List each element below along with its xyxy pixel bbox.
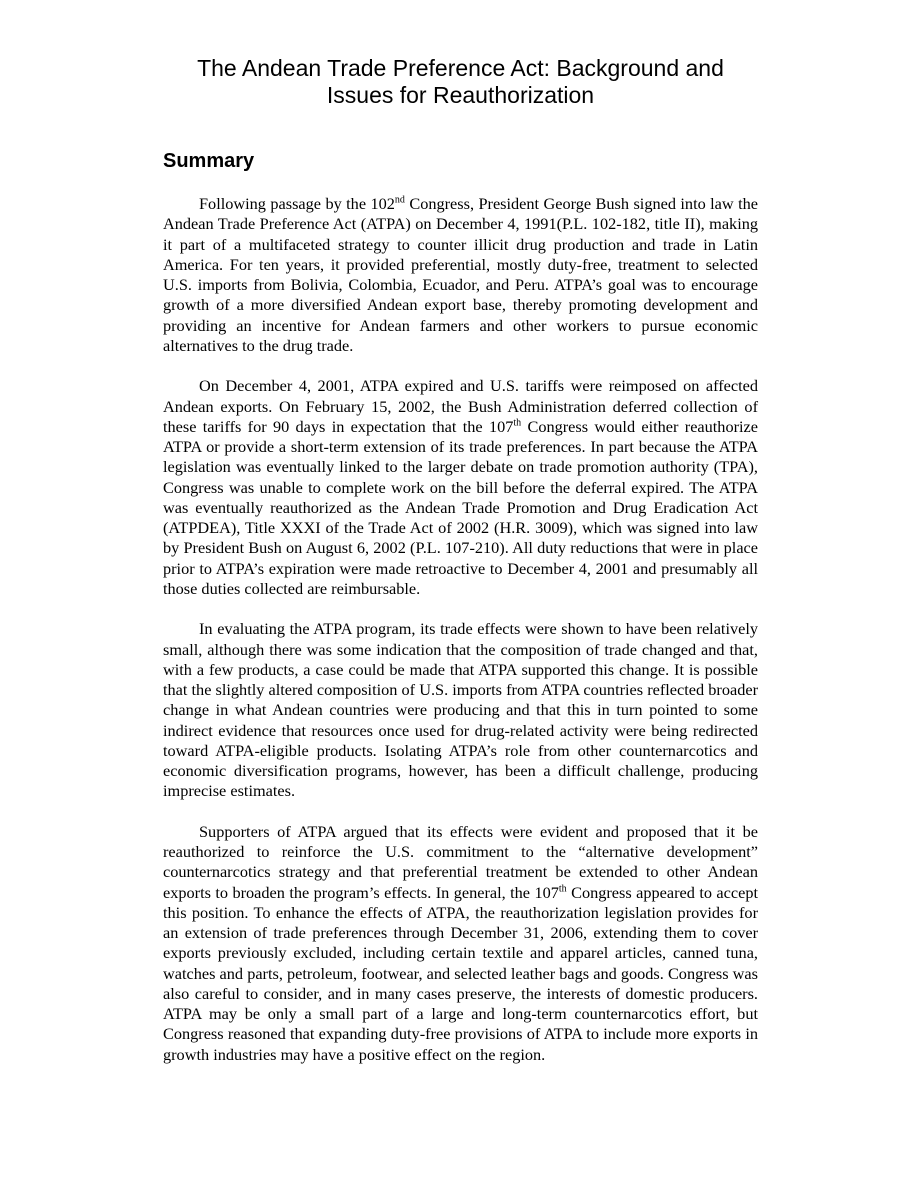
paragraph-2 [163, 376, 758, 599]
title-line-2: Issues for Reauthorization [326, 82, 595, 108]
paragraph-1 [163, 194, 758, 356]
section-heading-summary: Summary [163, 150, 255, 172]
document-page [163, 55, 758, 1085]
paragraph-2-superscript: th [513, 417, 522, 429]
paragraph-1-text-b: Congress, President George Bush signed into law the Andean Trade Preference Act (ATPA) on December 4, 1991(P.L. 102-182, title II), making it part of a multifaceted strategy to counter illicit drug production and trade in Latin America. For ten years, it provided preferential, mostly duty-free, treatment to selected U.S. imports from Bolivia, Colombia, Ecuador, and Peru. ATPA’s goal was to encourage growth of a more diversified Andean export base, thereby promoting development and providing an incentive for Andean farmers and other workers to pursue economic alternatives to the drug trade. [163, 194, 758, 355]
paragraph-3 [163, 619, 758, 801]
paragraph-2-text-b: Congress would either reauthorize ATPA or provide a short-term extension of its trade preferences. In part because the ATPA legislation was eventually linked to the larger debate on trade promotion authority (TPA), Congress was unable to complete work on the bill before the deferral expired. The ATPA was eventually reauthorized as the Andean Trade Promotion and Drug Eradication Act (ATPDEA), Title XXXI of the Trade Act of 2002 (H.R. 3009), which was signed into law by President Bush on August 6, 2002 (P.L. 107-210). All duty reductions that were in place prior to ATPA’s expiration were made retroactive to December 4, 2001 and presumably all those duties collected are reimbursable. [163, 416, 758, 598]
paragraph-1-text-a: Following passage by the 102 [199, 194, 395, 213]
paragraph-1-superscript: nd [394, 194, 405, 206]
document-title [163, 55, 758, 109]
paragraph-4-text-a: Supporters of ATPA argued that its effects were evident and proposed that it be reauthorized to reinforce the U.S. commitment to the “alternative development” counternarcotics strategy and that preferential treatment be extended to other Andean exports to broaden the program’s effects. In general, the 107 [163, 821, 758, 902]
paragraph-2-text-a: On December 4, 2001, ATPA expired and U.S. tariffs were reimposed on affected Andean exports. On February 15, 2002, the Bush Administration deferred collection of these tariffs for 90 days in expectation that the 107 [163, 376, 758, 436]
paragraph-4 [163, 822, 758, 1065]
paragraph-3-text: In evaluating the ATPA program, its trade effects were shown to have been relatively small, although there was some indication that the composition of trade changed and that, with a few products, a case could be made that ATPA supported this change. It is possible that the slightly altered composition of U.S. imports from ATPA countries reflected broader change in what Andean countries were producing and that this in turn pointed to some indirect evidence that resources once used for drug-related activity were being redirected toward ATPA-eligible products. Isolating ATPA’s role from other counternarcotics and economic diversification programs, however, has been a difficult challenge, producing imprecise estimates. [163, 619, 758, 801]
paragraph-4-text-b: Congress appeared to accept this position. To enhance the effects of ATPA, the reauthorization legislation provides for an extension of trade preferences through December 31, 2006, extending them to cover exports previously excluded, including certain textile and apparel articles, canned tuna, watches and parts, petroleum, footwear, and selected leather bags and goods. Congress was also careful to consider, and in many cases preserve, the interests of domestic producers. ATPA may be only a small part of a large and long-term counternarcotics effort, but Congress reasoned that expanding duty-free provisions of ATPA to include more exports in growth industries may have a positive effect on the region. [163, 882, 759, 1064]
title-line-1: The Andean Trade Preference Act: Background and [197, 55, 724, 81]
paragraph-4-superscript: th [558, 883, 567, 895]
